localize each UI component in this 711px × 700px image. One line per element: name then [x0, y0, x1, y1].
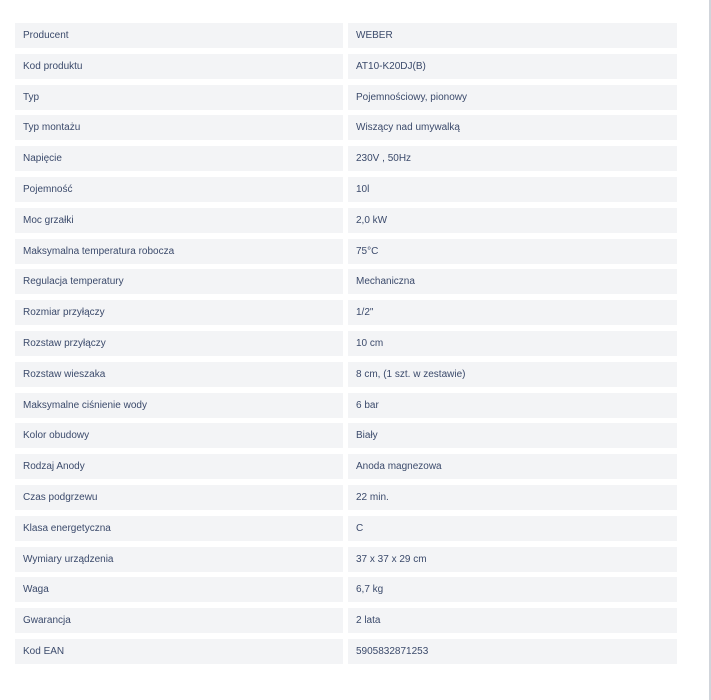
spec-value: C	[348, 516, 677, 541]
table-row	[15, 577, 677, 602]
spec-label: Regulacja temperatury	[15, 269, 343, 294]
spec-value: 37 x 37 x 29 cm	[348, 547, 677, 572]
spec-label: Typ montażu	[15, 115, 343, 140]
table-row	[15, 23, 677, 48]
spec-value: 6,7 kg	[348, 577, 677, 602]
table-row	[15, 362, 677, 387]
table-row	[15, 146, 677, 171]
spec-value: 6 bar	[348, 393, 677, 418]
spec-label: Kod produktu	[15, 54, 343, 79]
table-row	[15, 639, 677, 664]
spec-value: 2,0 kW	[348, 208, 677, 233]
table-row	[15, 300, 677, 325]
table-row	[15, 516, 677, 541]
spec-value: 230V , 50Hz	[348, 146, 677, 171]
table-row	[15, 547, 677, 572]
spec-label: Kod EAN	[15, 639, 343, 664]
spec-label: Rodzaj Anody	[15, 454, 343, 479]
spec-label: Waga	[15, 577, 343, 602]
spec-label: Napięcie	[15, 146, 343, 171]
spec-value: 5905832871253	[348, 639, 677, 664]
spec-value: Biały	[348, 423, 677, 448]
spec-value: WEBER	[348, 23, 677, 48]
spec-label: Rozstaw przyłączy	[15, 331, 343, 356]
table-row	[15, 177, 677, 202]
table-row	[15, 393, 677, 418]
spec-value: 8 cm, (1 szt. w zestawie)	[348, 362, 677, 387]
spec-value: 10 cm	[348, 331, 677, 356]
table-row	[15, 608, 677, 633]
spec-value: Pojemnościowy, pionowy	[348, 85, 677, 110]
spec-value: 1/2"	[348, 300, 677, 325]
spec-value: Wiszący nad umywalką	[348, 115, 677, 140]
spec-label: Rozmiar przyłączy	[15, 300, 343, 325]
table-row	[15, 239, 677, 264]
table-row	[15, 115, 677, 140]
table-row	[15, 54, 677, 79]
spec-value: AT10-K20DJ(B)	[348, 54, 677, 79]
spec-label: Maksymalne ciśnienie wody	[15, 393, 343, 418]
spec-label: Typ	[15, 85, 343, 110]
table-row	[15, 85, 677, 110]
spec-value: 10l	[348, 177, 677, 202]
spec-value: 2 lata	[348, 608, 677, 633]
table-row	[15, 269, 677, 294]
spec-label: Maksymalna temperatura robocza	[15, 239, 343, 264]
table-row	[15, 423, 677, 448]
table-row	[15, 331, 677, 356]
spec-label: Wymiary urządzenia	[15, 547, 343, 572]
spec-label: Rozstaw wieszaka	[15, 362, 343, 387]
table-row	[15, 208, 677, 233]
spec-label: Czas podgrzewu	[15, 485, 343, 510]
spec-label: Moc grzałki	[15, 208, 343, 233]
spec-label: Kolor obudowy	[15, 423, 343, 448]
spec-table	[15, 23, 677, 670]
spec-value: Anoda magnezowa	[348, 454, 677, 479]
spec-value: 22 min.	[348, 485, 677, 510]
spec-value: 75°C	[348, 239, 677, 264]
table-row	[15, 485, 677, 510]
table-row	[15, 454, 677, 479]
spec-label: Pojemność	[15, 177, 343, 202]
spec-label: Klasa energetyczna	[15, 516, 343, 541]
spec-value: Mechaniczna	[348, 269, 677, 294]
spec-label: Producent	[15, 23, 343, 48]
spec-label: Gwarancja	[15, 608, 343, 633]
